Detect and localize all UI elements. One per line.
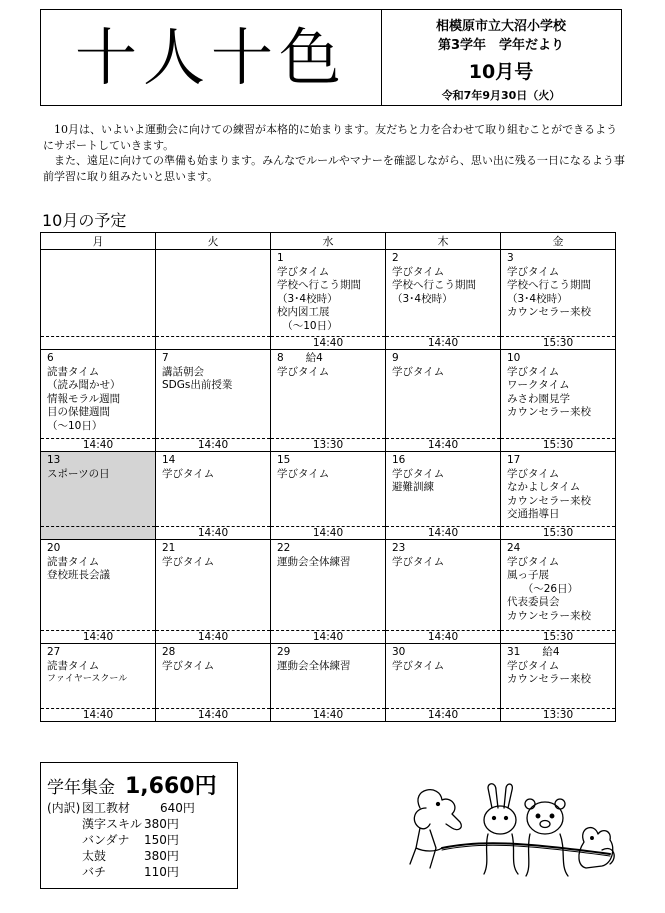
- weekday-header: 火: [156, 233, 271, 250]
- day-cell: [501, 540, 616, 631]
- fee-item: [47, 864, 237, 880]
- day-number: [277, 352, 382, 366]
- issue-date: 令和7年9月30日（火）: [441, 89, 561, 102]
- weekday-header: 水: [271, 233, 386, 250]
- fees-heading: [47, 769, 237, 800]
- dismissal-time-row: [41, 439, 616, 452]
- event-item: 代表委員会: [507, 596, 560, 608]
- fees-total: 1,660円: [125, 774, 217, 799]
- event-item: スポーツの日: [47, 467, 110, 480]
- newsletter-header: [40, 9, 622, 106]
- day-cell: [156, 350, 271, 439]
- day-number-text: 8: [277, 352, 284, 364]
- schedule-title: 10月の予定: [42, 211, 127, 230]
- title-area: [41, 10, 382, 105]
- day-cell: [41, 350, 156, 439]
- day-number: 16: [392, 454, 406, 466]
- grade-fees-box: [40, 762, 238, 889]
- day-cell: [41, 250, 156, 337]
- dismissal-time: [41, 337, 156, 350]
- day-cell: [271, 452, 386, 527]
- day-cell: [501, 250, 616, 337]
- day-cell: [271, 250, 386, 337]
- lunch-note: 給4: [305, 352, 323, 364]
- event-item: 学びタイム: [162, 659, 215, 672]
- event-item: 学びタイム: [392, 467, 445, 480]
- event-item: 読書タイム: [47, 555, 100, 568]
- day-number: 21: [162, 542, 176, 554]
- event-item: 交通指導日: [507, 508, 560, 520]
- fee-item: [47, 848, 237, 864]
- event-item: 学びタイム: [507, 467, 560, 480]
- week-row: [41, 452, 616, 527]
- event-item: 学びタイム: [507, 659, 560, 672]
- day-cell: [156, 250, 271, 337]
- event-item: （読み聞かせ）: [47, 379, 121, 391]
- week-row: [41, 540, 616, 631]
- breakdown-label: (内訳): [47, 801, 81, 815]
- dismissal-time: 14:40: [271, 709, 386, 722]
- week-row: [41, 250, 616, 337]
- intro-text: [43, 122, 628, 184]
- event-item: 学びタイム: [507, 555, 560, 568]
- week-row: [41, 644, 616, 709]
- animals-tug-of-war-illustration: [380, 778, 620, 888]
- event-item: ワークタイム: [507, 379, 570, 391]
- event-item: 学びタイム: [162, 467, 215, 480]
- fee-item-amount: 380円: [144, 849, 179, 863]
- dismissal-time: 14:40: [386, 527, 501, 540]
- event-item: みさわ園見学: [507, 392, 570, 405]
- fee-item: [47, 800, 237, 816]
- issue-month: 10月号: [468, 61, 534, 83]
- event-item: （3･4校時）: [392, 292, 453, 305]
- day-cell: [501, 452, 616, 527]
- intro-paragraph: 10月は、いよいよ運動会に向けての練習が本格的に始まります。友だちと力を合わせて取り組むことができるようにサポートしていきます。: [43, 123, 618, 152]
- weekday-header: 木: [386, 233, 501, 250]
- dismissal-time: [41, 527, 156, 540]
- fee-item: [47, 832, 237, 848]
- event-item: 学校へ行こう期間: [507, 279, 591, 291]
- event-item: 運動会全体練習: [277, 659, 351, 672]
- dismissal-time: 14:40: [386, 439, 501, 452]
- event-item: 学びタイム: [507, 265, 560, 278]
- fees-label: 学年集金: [47, 778, 115, 798]
- day-cell: [271, 350, 386, 439]
- day-number-text: 31: [507, 646, 521, 658]
- day-number: 30: [392, 646, 406, 658]
- newsletter-title: 十人十色: [74, 20, 347, 94]
- day-number: 20: [47, 542, 61, 554]
- day-number: 17: [507, 454, 521, 466]
- fee-item: [47, 816, 237, 832]
- dismissal-time: 14:40: [156, 631, 271, 644]
- event-item: 校内図工展: [277, 306, 330, 318]
- day-number: 9: [392, 352, 399, 364]
- event-item: 学びタイム: [277, 365, 330, 378]
- day-cell: [41, 540, 156, 631]
- fee-item-amount: 380円: [144, 817, 179, 831]
- day-number: 29: [277, 646, 291, 658]
- week-row: [41, 350, 616, 439]
- event-item: 講話朝会: [162, 365, 204, 378]
- event-item: 学びタイム: [162, 555, 215, 568]
- event-item: カウンセラー来校: [507, 306, 591, 318]
- weekday-header: 金: [501, 233, 616, 250]
- day-cell: [271, 540, 386, 631]
- fee-item-name: 太鼓: [82, 849, 107, 863]
- event-item: 学校へ行こう期間: [277, 279, 361, 291]
- lunch-note: 給4: [542, 646, 560, 658]
- intro-paragraph: また、遠足に向けての準備も始まります。みんなでルールやマナーを確認しながら、思い出に残る一日になるよう事前学習に取り組みたいと思います。: [43, 154, 625, 183]
- day-cell: [41, 452, 156, 527]
- dismissal-time: 14:40: [41, 439, 156, 452]
- dismissal-time-row: [41, 709, 616, 722]
- day-cell: [271, 644, 386, 709]
- day-number: 24: [507, 542, 521, 554]
- dismissal-time: 14:40: [386, 631, 501, 644]
- event-item: 情報モラル週間: [47, 392, 121, 405]
- event-item: 学びタイム: [392, 659, 445, 672]
- day-number: 10: [507, 352, 521, 364]
- day-number: 14: [162, 454, 176, 466]
- day-cell: [386, 644, 501, 709]
- dismissal-time: 13:30: [501, 709, 616, 722]
- event-item: 風っ子展: [507, 569, 549, 581]
- day-number: 2: [392, 252, 399, 264]
- event-item: カウンセラー来校: [507, 494, 591, 507]
- day-cell: [156, 540, 271, 631]
- fee-item-amount: 640円: [160, 801, 195, 815]
- dismissal-time: 15:30: [501, 527, 616, 540]
- event-item: 学びタイム: [277, 467, 330, 480]
- event-item: 学びタイム: [277, 265, 330, 278]
- event-item: 登校班長会議: [47, 569, 110, 581]
- weekday-header: 月: [41, 233, 156, 250]
- dismissal-time: 14:40: [271, 337, 386, 350]
- day-number: 28: [162, 646, 176, 658]
- day-cell: [41, 644, 156, 709]
- fee-item-name: バチ: [82, 865, 107, 879]
- fee-item-name: 漢字スキル: [82, 817, 142, 831]
- fee-item-amount: 110円: [144, 865, 179, 879]
- day-number: 27: [47, 646, 61, 658]
- day-number: 1: [277, 252, 284, 264]
- day-number: 6: [47, 352, 54, 364]
- day-number: 3: [507, 252, 514, 264]
- event-item: （～10日）: [47, 419, 103, 432]
- day-number: 13: [47, 454, 61, 466]
- dismissal-time: 14:40: [41, 631, 156, 644]
- event-item: カウンセラー来校: [507, 609, 591, 622]
- fee-item-name: 図工教材: [82, 801, 131, 815]
- day-number: [507, 646, 612, 660]
- grade-label: 第3学年 学年だより: [437, 38, 565, 53]
- event-item: 読書タイム: [47, 659, 100, 672]
- day-cell: [156, 644, 271, 709]
- dismissal-time: 15:30: [501, 631, 616, 644]
- dismissal-time: 15:30: [501, 439, 616, 452]
- day-number: 7: [162, 352, 169, 364]
- event-item: 学校へ行こう期間: [392, 279, 476, 291]
- day-cell: [501, 350, 616, 439]
- event-item: 学びタイム: [392, 555, 445, 568]
- school-name: 相模原市立大沼小学校: [435, 19, 566, 34]
- fee-item-amount: 150円: [144, 833, 179, 847]
- event-item: 学びタイム: [507, 365, 560, 378]
- dismissal-time: 14:40: [386, 709, 501, 722]
- event-item: （～26日）: [507, 582, 579, 595]
- event-item: ファイヤースクール: [47, 674, 128, 684]
- day-cell: [386, 250, 501, 337]
- event-item: SDGs出前授業: [162, 379, 233, 391]
- event-item: 目の保健週間: [47, 406, 110, 418]
- dismissal-time-row: [41, 527, 616, 540]
- dismissal-time: [156, 337, 271, 350]
- event-item: 読書タイム: [47, 365, 100, 378]
- issue-info: [381, 10, 621, 105]
- day-cell: [386, 350, 501, 439]
- dismissal-time: 14:40: [156, 439, 271, 452]
- fees-breakdown: [47, 800, 237, 880]
- fee-item-name: バンダナ: [82, 833, 130, 847]
- dismissal-time-row: [41, 337, 616, 350]
- day-cell: [156, 452, 271, 527]
- day-number: 15: [277, 454, 291, 466]
- dismissal-time: 14:40: [271, 527, 386, 540]
- event-item: （3･4校時）: [507, 292, 568, 305]
- day-cell: [386, 540, 501, 631]
- event-item: なかよしタイム: [507, 481, 581, 493]
- dismissal-time: 13:30: [271, 439, 386, 452]
- dismissal-time-row: [41, 631, 616, 644]
- schedule-table: [40, 232, 616, 722]
- event-item: 学びタイム: [392, 265, 445, 278]
- event-item: （3･4校時）: [277, 292, 338, 305]
- day-cell: [501, 644, 616, 709]
- weekday-header-row: [41, 233, 616, 250]
- dismissal-time: 14:40: [386, 337, 501, 350]
- event-item: カウンセラー来校: [507, 673, 591, 685]
- day-number: 22: [277, 542, 291, 554]
- dismissal-time: 14:40: [156, 709, 271, 722]
- dismissal-time: 15:30: [501, 337, 616, 350]
- event-item: 運動会全体練習: [277, 555, 351, 568]
- day-number: 23: [392, 542, 406, 554]
- event-item: （～10日）: [277, 319, 338, 332]
- event-item: 学びタイム: [392, 365, 445, 378]
- event-item: 避難訓練: [392, 481, 434, 493]
- day-cell: [386, 452, 501, 527]
- dismissal-time: 14:40: [156, 527, 271, 540]
- dismissal-time: 14:40: [271, 631, 386, 644]
- dismissal-time: 14:40: [41, 709, 156, 722]
- event-item: カウンセラー来校: [507, 406, 591, 418]
